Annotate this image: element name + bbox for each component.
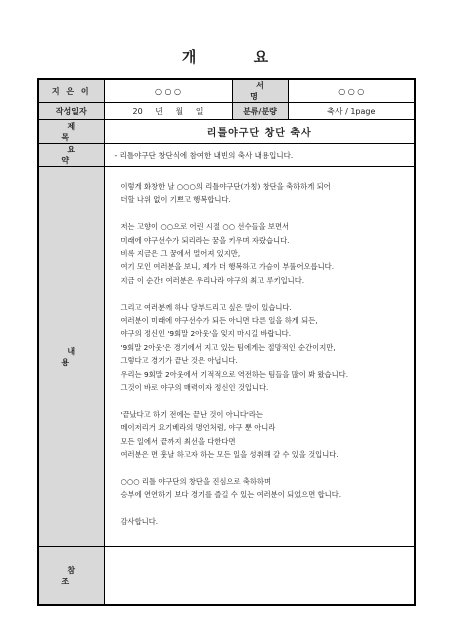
- content-line: 그리고 여러분께 하나 당부드리고 싶은 말이 있습니다.: [120, 302, 292, 312]
- category-value[interactable]: 축사 / 1page: [288, 103, 415, 120]
- content-line: 승부에 연연하기 보다 경기를 즐길 수 있는 여러분이 되었으면 합니다.: [120, 490, 342, 500]
- content-line: 여러분이 미래에 야구선수가 되든 아니면 다른 일을 하게 되든,: [120, 316, 318, 326]
- content-line: 여기 모인 여러분을 보니, 제가 더 행복하고 가슴이 부풀어오릅니다.: [120, 262, 335, 272]
- content-line: 저는 고향이 ○○으로 어린 시절 ○○ 선수들을 보면서: [120, 222, 290, 232]
- reference-value[interactable]: [104, 547, 415, 606]
- content-line: 모든 일에서 끝까지 최선을 다한다면: [120, 436, 236, 446]
- summary-row: [38, 144, 415, 167]
- reference-label: 참 조: [38, 547, 104, 606]
- overview-table: [37, 78, 416, 606]
- category-label: 분류/분량: [232, 103, 288, 120]
- author-value[interactable]: ○ ○ ○: [104, 79, 232, 103]
- content-line: 미래에 야구선수가 되리라는 꿈을 키우며 자랐습니다.: [120, 235, 290, 245]
- content-line: ○○○ 리틀 야구단의 창단을 진심으로 축하하며: [120, 476, 272, 486]
- content-line: 비록 지금은 그 꿈에서 멀어져 있지만,: [120, 249, 241, 259]
- content-body[interactable]: [104, 167, 415, 547]
- content-line: 지금 이 순간! 여러분은 우리나라 야구의 최고 루키입니다.: [120, 275, 305, 285]
- content-line: 그렇다고 경기가 끝난 것은 아닙니다.: [120, 356, 238, 366]
- date-label: 작성일자: [38, 103, 104, 120]
- signature-label: 서 명: [232, 79, 288, 103]
- summary-value[interactable]: - 리틀야구단 창단식에 참여한 내빈의 축사 내용입니다.: [104, 144, 415, 167]
- summary-label: 요 약: [38, 144, 104, 167]
- signature-value[interactable]: ○ ○ ○: [288, 79, 415, 103]
- subject-label: 제 목: [38, 120, 104, 144]
- reference-row: [38, 547, 415, 606]
- content-line: 더할 나위 없이 기쁘고 행복합니다.: [120, 195, 231, 205]
- content-line: 여러분은 면 훗날 하고자 하는 모든 일을 성취해 갈 수 있을 것입니다.: [120, 450, 339, 460]
- content-line: '끝났다고 하기 전에는 끝난 것이 아니다'라는: [120, 409, 263, 419]
- content-line: 그것이 바로 야구의 매력이자 정신인 것입니다.: [120, 383, 269, 393]
- date-value[interactable]: 20 년 월 일: [104, 103, 232, 120]
- content-line: '9회말 2아웃'은 경기에서 지고 있는 팀에게는 절망적인 순간이지만,: [120, 342, 336, 352]
- content-label: 내 용: [38, 167, 104, 547]
- author-label: 지 은 이: [38, 79, 104, 103]
- content-line: 이렇게 화창한 날 ○○○의 리틀야구단(가칭) 창단을 축하하게 되어: [120, 182, 331, 191]
- subject-value[interactable]: 리틀야구단 창단 축사: [104, 120, 415, 144]
- content-line: 감사합니다.: [120, 517, 159, 527]
- date-row: [38, 103, 415, 120]
- author-row: [38, 79, 415, 103]
- content-row: [38, 167, 415, 547]
- content-line: 우리는 9회말 2아웃에서 기적적으로 역전하는 팀들을 많이 봐 왔습니다.: [120, 369, 349, 379]
- content-line: 메이저리거 요기베라의 명언처럼, 야구 뿐 아니라: [120, 423, 276, 433]
- content-line: 야구의 정신인 '9회말 2아웃'을 잊지 마시길 바랍니다.: [120, 329, 292, 339]
- subject-row: [38, 120, 415, 144]
- document-title: 개 요: [181, 48, 295, 66]
